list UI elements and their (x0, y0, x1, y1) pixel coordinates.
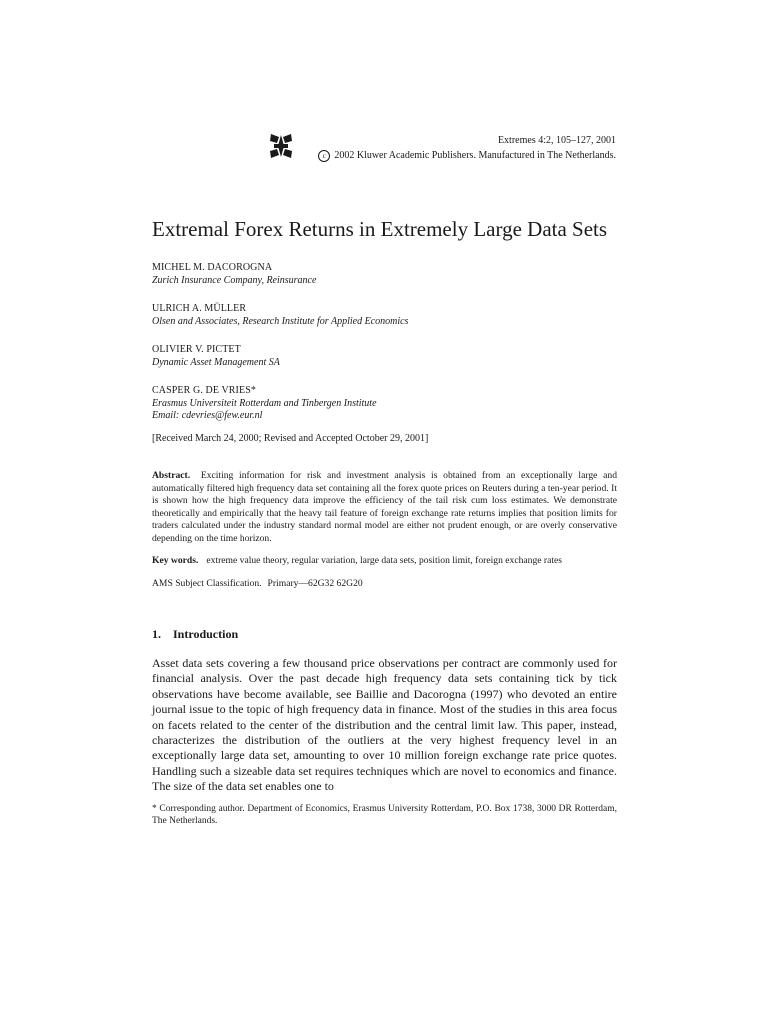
received-dates: [Received March 24, 2000; Revised and Accepted October 29, 2001] (152, 433, 429, 444)
copyright-line (318, 148, 616, 163)
keywords-text: extreme value theory, regular variation, large data sets, position limit, foreign exchange rates (206, 555, 563, 566)
abstract (152, 470, 617, 546)
author-affiliation: Zurich Insurance Company, Reinsurance (152, 274, 317, 286)
section-heading (152, 627, 238, 642)
author-name: CASPER G. DE VRIES* (152, 385, 256, 396)
author-affiliation: Olsen and Associates, Research Institute for Applied Economics (152, 315, 409, 327)
author-block (152, 344, 622, 369)
author-block (152, 262, 622, 287)
footnote: * Corresponding author. Department of Economics, Erasmus University Rotterdam, P.O. Box 1738, 3000 DR Rotterdam, The Netherlands. (152, 804, 617, 827)
abstract-text: Exciting information for risk and investment analysis is obtained from an exceptionally large and automatically filtered high frequency data set containing all the forex quote prices on Reuters during a ten-year period. It is shown how the high frequency data improve the efficiency of the tail risk cum loss estimates. We demonstrate theoretically and empirically that the heavy tail feature of foreign exchange rate returns implies that position limits for traders calculated under the industry standard normal model are either not prudent enough, or are overly conservative depending on the time horizon. (152, 470, 617, 544)
abstract-label: Abstract. (152, 470, 191, 481)
copyright-icon: c (318, 150, 330, 162)
section-number: 1. (152, 627, 161, 641)
author-name: ULRICH A. MÜLLER (152, 303, 247, 314)
keywords (152, 555, 562, 567)
author-affiliation: Erasmus Universiteit Rotterdam and Tinbergen Institute (152, 397, 377, 409)
journal-info (318, 133, 616, 163)
paper-title: Extremal Forex Returns in Extremely Large Data Sets (152, 217, 608, 241)
author-name: MICHEL M. DACOROGNA (152, 262, 273, 273)
ams-label: AMS Subject Classification. (152, 578, 262, 589)
author-email: Email: cdevries@few.eur.nl (152, 410, 263, 421)
author-list (152, 262, 622, 439)
author-affiliation: Dynamic Asset Management SA (152, 356, 280, 368)
author-block (152, 385, 622, 423)
section-title: Introduction (173, 627, 239, 641)
publisher-logo-icon (268, 132, 294, 160)
keywords-label: Key words. (152, 555, 199, 566)
author-block (152, 303, 622, 328)
copyright-text: 2002 Kluwer Academic Publishers. Manufactured in The Netherlands. (334, 150, 616, 161)
journal-citation: Extremes 4:2, 105–127, 2001 (497, 135, 616, 146)
ams-codes: Primary—62G32 62G20 (267, 578, 363, 589)
ams-classification (152, 578, 363, 590)
introduction-paragraph: Asset data sets covering a few thousand price observations per contract are commonly used for financial analysis. Over the past decade high frequency data sets containing tick by tick observations have become available, see Baillie and Dacorogna (1997) who devoted an entire journal issue to the topic of high frequency data in finance. Most of the studies in this area focus on facets related to the center of the distribution and the central limit law. This paper, instead, characterizes the distribution of the outliers at the very highest frequency level in an exceptionally large data set, amounting to over 10 million foreign exchange rate price quotes. Handling such a sizeable data set requires techniques which are novel to economics and finance. The size of the data set enables one to (152, 656, 617, 794)
author-name: OLIVIER V. PICTET (152, 344, 241, 355)
